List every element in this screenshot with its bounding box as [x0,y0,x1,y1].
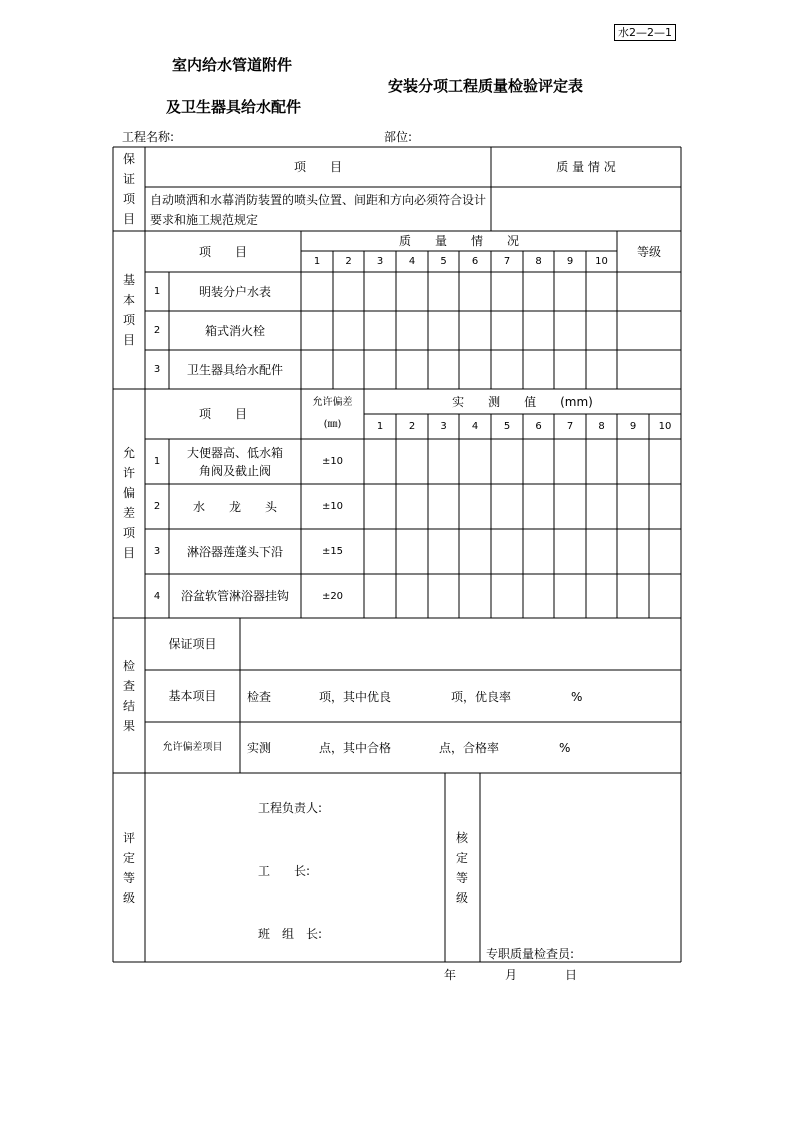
basic-quality-header: 质 量 情 况 [398,234,519,248]
basic-item-header: 项 目 [198,244,247,259]
tolerance-row-name-line1: 浴盆软管淋浴器挂钩 [180,589,289,603]
tolerance-col-number: 6 [535,421,542,432]
result-tolerance-label: 允许偏差项目 [162,742,223,753]
tolerance-row-number: 1 [153,456,161,467]
tolerance-col-number: 5 [503,421,511,432]
basic-col-number: 5 [440,256,447,267]
project-name-label: 工程名称: [122,130,175,144]
basic-grade-header: 等级 [636,244,661,259]
tolerance-col-number: 4 [471,421,479,432]
tolerance-side-label: 允许偏差项目 [122,446,135,560]
tolerance-row-name-line1: 大便器高、低水箱 [186,445,283,460]
tolerance-measured-header: 实 测 值 (mm) [452,394,593,409]
basic-col-number: 6 [471,256,479,267]
guarantee-item-header: 项 目 [293,160,342,174]
tolerance-col-number: 1 [376,421,384,432]
guarantee-side-label: 保证项目 [122,152,135,226]
tolerance-row-name [169,574,301,618]
basic-row-number: 2 [153,325,161,336]
tolerance-row-number: 4 [153,590,161,602]
page-title: 安装分项工程质量检验评定表 [388,77,584,95]
basic-side-label: 基本项目 [122,273,135,347]
guarantee-quality-header: 质 量 情 况 [556,160,616,174]
basic-row-name: 箱式消火栓 [204,323,265,338]
basic-row-name: 卫生器具给水配件 [186,362,283,377]
tolerance-row-name [169,529,301,574]
verify-grade-label: 核定等级 [455,831,468,905]
tolerance-row-allow: ±20 [321,590,344,602]
foreman-label: 工 长: [258,864,311,878]
basic-row-number: 3 [153,364,161,375]
result-tolerance-text: 实测 点，其中合格 点，合格率 % [247,741,571,755]
inspector-label: 专职质量检查员: [486,947,575,961]
tolerance-col-number: 3 [440,421,447,432]
tolerance-row-number: 3 [153,546,161,557]
result-side-label: 检查结果 [122,659,135,733]
basic-col-number: 8 [535,256,542,267]
tolerance-col-number: 8 [598,421,605,432]
tolerance-col-number: 7 [566,421,574,432]
tolerance-row-name-line1: 淋浴器莲蓬头下沿 [186,544,283,559]
tolerance-row-allow: ±10 [321,456,344,467]
basic-col-number: 9 [566,256,574,267]
guarantee-content-line1: 自动喷洒和水幕消防装置的喷头位置、间距和方向必须符合设计 [150,193,487,207]
result-guarantee-label: 保证项目 [168,637,217,651]
basic-col-number: 2 [345,256,352,267]
tolerance-row-name [169,484,301,529]
title-line1: 室内给水管道附件 [172,56,293,74]
location-label: 部位: [384,130,413,144]
basic-row-name: 明装分户水表 [198,284,271,299]
basic-col-number: 1 [313,256,321,267]
result-basic-label: 基本项目 [168,689,217,703]
responsible-person-label: 工程负责人: [258,801,323,815]
form-code: 水2—2—1 [614,24,676,41]
tolerance-allow-header-line1: 允许偏差 [312,396,353,408]
basic-col-number: 4 [408,256,416,267]
basic-col-number: 10 [595,256,608,267]
basic-row-number: 1 [153,286,161,297]
tolerance-allow-header-line2: (㎜) [323,418,342,430]
tolerance-row-name [169,439,301,484]
guarantee-content [150,190,486,230]
guarantee-content-line2: 要求和施工规范规定 [150,213,259,227]
title-line2: 及卫生器具给水配件 [166,98,302,116]
basic-col-number: 3 [376,256,384,267]
tolerance-col-number: 10 [658,421,672,432]
tolerance-row-name-line2: 角阀及截止阀 [198,463,271,478]
tolerance-row-allow: ±10 [321,501,344,512]
basic-col-number: 7 [503,256,511,267]
date-year: 年 [444,968,457,982]
tolerance-row-number: 2 [153,501,161,512]
date-month: 月 [505,968,518,982]
tolerance-item-header: 项 目 [198,407,247,421]
rating-side-label: 评定等级 [122,831,135,905]
tolerance-col-number: 2 [408,421,416,432]
result-basic-text: 检查 项，其中优良 项，优良率 % [247,689,583,704]
tolerance-row-allow: ±15 [321,546,344,557]
tolerance-col-number: 9 [629,421,637,432]
tolerance-row-name-line1: 水 龙 头 [192,499,277,514]
date-day: 日 [565,968,578,982]
team-leader-label: 班 组 长: [258,927,323,941]
